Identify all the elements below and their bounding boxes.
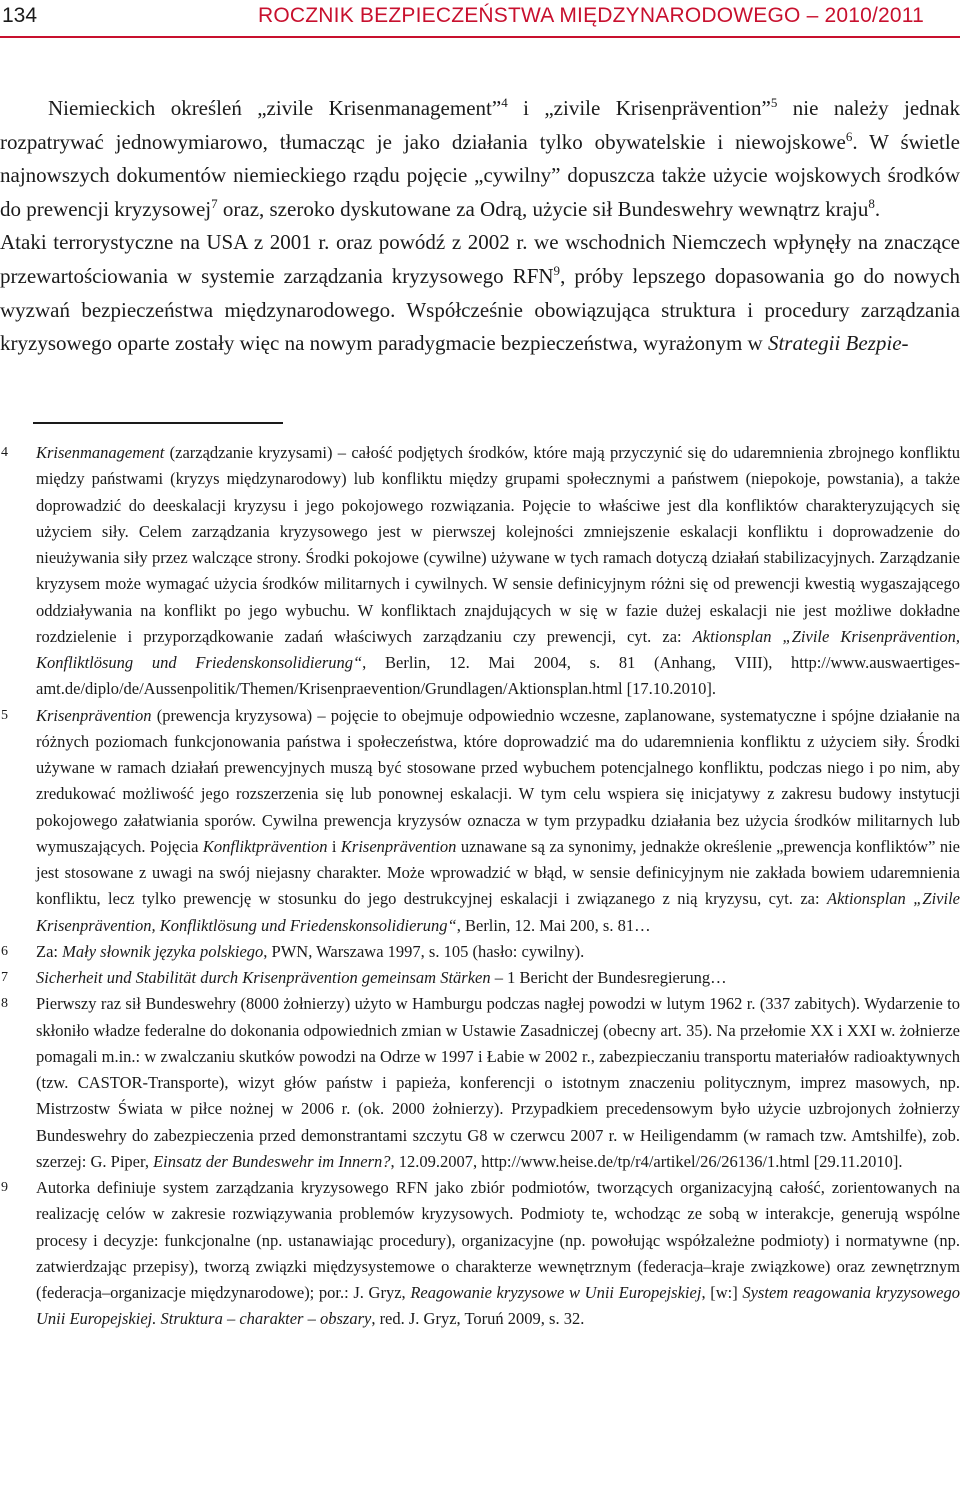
footnote-number: 5 [1,707,8,723]
footnote-ref[interactable]: 5 [770,95,778,110]
footnote-number: 4 [1,445,8,460]
running-title: ROCZNIK BEZPIECZEŃSTWA MIĘDZYNARODOWEGO – 2010/2011 [258,4,925,27]
page-header [0,0,960,36]
footnotes [0,440,960,1333]
footnote-ref[interactable]: 9 [553,262,561,278]
main-text [0,92,960,361]
footnote-ref[interactable]: 7 [211,195,218,211]
footnote-6: 6 Za: Mały słownik języka polskiego, PWN, Warszawa 1997, s. 105 (hasło: cywilny). [0,939,960,965]
footnote-9: 9 Autorka definiuje system zarządzania kryzysowego RFN jako zbiór podmiotów, tworzących organizacyjną całość, zorientowanych na realizację celów w zakresie rozwiązywania problemów kryzysowych. Podmioty te, wchodząc ze sobą w interakcje, generują wspólne procesy i decyzje: funkcjonalne (np. ustanawiając procedury), organizacyjne (np. powołując współzależne podmioty) i normatywne (np. zatwierdzając przepisy), tworzą związki międzysystemowe o charakterze wewnętrznym (federacja–kraje związkowe) oraz zewnętrznym (federacja–organizacje międzynarodowe); por.: J. Gryz, Reagowanie kryzysowe w Unii Europejskiej, [w:] System reagowania kryzysowego Unii Europejskiej. Struktura – charakter – obszary, red. J. Gryz, Toruń 2009, s. 32. [0,1175,960,1333]
footnote-ref[interactable]: 8 [868,195,875,211]
page-number: 134 [2,4,38,27]
paragraph: Ataki terrorystyczne na USA z 2001 r. oraz powódź z 2002 r. we wschodnich Niemczech wpłynęły na znaczące przewartościowania w systemie zarządzania kryzysowego RFN$^9$, próby lepszego dopasowania go do nowych wyzwań bezpieczeństwa międzynarodowego. Współcześnie obowiązująca struktura i procedury zarządzania kryzysowego oparte zostały więc na nowym paradygmacie bezpieczeństwa, wyrażonym w Strategii Bezpie- [0,230,960,356]
paragraph: Niemieckich określeń „zivile Krisenmanagement”$^4$ i „zivile Krisenprävention”$^5$ nie należy jednak rozpatrywać jednowymiarowo, tłumacząc je jako działania tylko obywatelskie i niewojskowe$^6$. W świetle najnowszych dokumentów niemieckiego rządu pojęcie „cywilny” dopuszcza także użycie wojskowych środków do prewencji kryzysowej$^7$ oraz, szeroko dyskutowane za Odrą, użycie sił Bundeswehry wewnątrz kraju$^8$. [0,95,960,221]
footnote-4: 4 Krisenmanagement (zarządzanie kryzysami) – całość podjętych środków, które mają przyczynić się do udaremnienia zbrojnego konfliktu między państwami (kryzys międzynarodowy) lub konfliktu między grupami społecznymi a państwem (niepokoje, powstania), a także doprowadzić do deeskalacji kryzysu i jego pokojowego rozwiązania. Pojęcie to właściwe jest dla konfliktów charakteryzujących się użyciem siły. Celem zarządzania kryzysowego jest w pierwszej kolejności zmniejszenie eskalacji konfliktu i doprowadzenie do nieużywania siły przez walczące strony. Środki pokojowe (cywilne) używane w tych ramach dotyczą działań stabilizacyjnych. Zarządzanie kryzysem może wymagać użycia środków militarnych i cywilnych. W sensie definicyjnym różni się od prewencji kwestią wygaszającego oddziaływania na konflikt po jego wybuchu. W konfliktach znajdujących w się w fazie dużej eskalacji nie jest możliwe dokładne rozdzielenie i przyporządkowanie zadań właściwych zarządzaniu czy prewencji, cyt. za: Aktionsplan „Zivile Krisenprävention, Konfliktlösung und Friedenskonsolidierung“, Berlin, 12. Mai 2004, s. 81 (Anhang, VIII), http://www.auswaertiges-amt.de/diplo/de/Aussenpolitik/Themen/Krisenpraevention/Grundlagen/Aktionsplan.html [17.10.2010]. [0,440,960,703]
footnote-7: 7 Sicherheit und Stabilität durch Krisenprävention gemeinsam Stärken – 1 Bericht der Bundesregierung… [0,965,960,991]
footnote-separator [33,422,283,424]
footnote-number: 8 [1,996,8,1012]
footnote-ref[interactable]: 6 [845,128,853,144]
footnote-5: 5 Krisenprävention (prewencja kryzysowa) – pojęcie to obejmuje odpowiednio wczesne, zaplanowane, systematyczne i spójne działanie na różnych poziomach funkcjonowania państwa i społeczeństwa, które doprowadzić ma do udaremnienia konfliktu z użyciem siły. Środki używane w ramach działań prewencyjnych muszą być stosowane przed wybuchem potencjalnego konfliktu, podczas niego i po nim, aby zredukować możliwość jego rozszerzenia się lub ponownej eskalacji. W tym celu wspiera się inicjatywy z zakresu budowy instytucji pokojowego załatwiania sporów. Cywilna prewencja kryzysów oznacza w tym przypadku działania bez użycia środków militarnych lub wymuszających. Pojęcia Konfliktprävention i Krisenprävention uznawane są za synonimy, jednakże określenie „prewencja konfliktów” nie jest stosowane z uwagi na swój niejasny charakter. Może wprowadzić w błąd, w sensie definicyjnym nie zakłada bowiem udaremnienia konfliktu, lecz tylko prewencję w stosunku do jego destrukcyjnej eskalacji i związanego z nią kryzysu, cyt. za: Aktionsplan „Zivile Krisenprävention, Konfliktlösung und Friedenskonsolidierung“, Berlin, 12. Mai 200, s. 81… [0,703,960,939]
header-rule [0,36,960,38]
footnote-ref[interactable]: 4 [501,95,508,110]
footnote-number: 7 [1,970,8,985]
footnote-number: 9 [1,1180,8,1195]
footnote-number: 6 [1,943,8,959]
footnote-8: 8 Pierwszy raz sił Bundeswehry (8000 żołnierzy) użyto w Hamburgu podczas nagłej powodzi w lutym 1962 r. (337 zabitych). Wydarzenie to skłoniło władze federalne do dokonania odpowiednich zmian w Ustawie Zasadniczej (obecny art. 35). Na przełomie XX i XXI w. żołnierze pomagali m.in.: w zwalczaniu skutków powodzi na Odrze w 1997 i Łabie w 2002 r., zabezpieczaniu transportu materiałów radioaktywnych (tzw. CASTOR-Transporte), wizyt głów państw i papieża, konferencji o istotnym znaczeniu politycznym, imprez masowych, np. Mistrzostw Świata w piłce nożnej w 2006 r. (ok. 2000 żołnierzy). Przypadkiem precedensowym było użycie uzbrojonych żołnierzy Bundeswehry do zabezpieczenia przed demonstrantami szczytu G8 w czerwcu 2007 r. w Heiligendamm (w ramach tzw. Amtshilfe), zob. szerzej: G. Piper, Einsatz der Bundeswehr im Innern?, 12.09.2007, http://www.heise.de/tp/r4/artikel/26/26136/1.html [29.11.2010]. [0,991,960,1175]
